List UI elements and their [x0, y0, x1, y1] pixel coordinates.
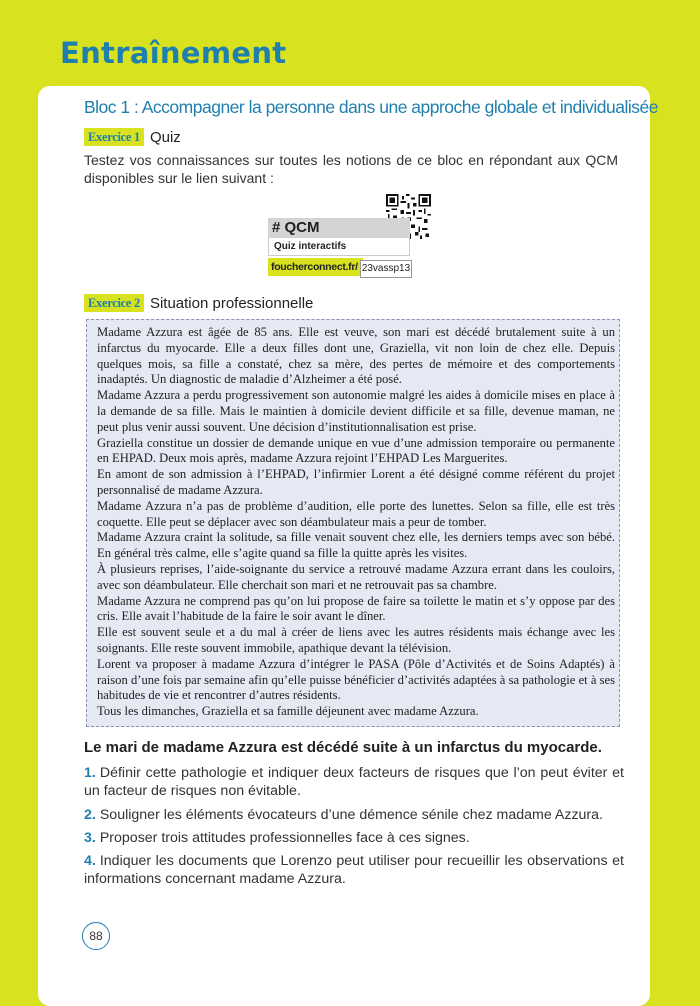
exercise-1-header [84, 128, 181, 146]
question-item [84, 806, 624, 824]
exercise-1-intro: Testez vos connaissances sur toutes les notions de ce bloc en répondant aux QCM disponibles sur le lien suivant : [84, 152, 618, 186]
question-number: 4. [84, 853, 96, 869]
question-text: Définir cette pathologie et indiquer deux facteurs de risques que l’on peut éviter et un facteur de risques non évitable. [84, 765, 624, 799]
case-paragraph: Madame Azzura craint la solitude, sa fille venait souvent chez elle, les derniers temps avec son bébé. En général très calme, elle s’agite quand sa fille la quitte après les visites. [97, 530, 615, 561]
case-paragraph: Madame Azzura est âgée de 85 ans. Elle est veuve, son mari est décédé brutalement suite à un infarctus du myocarde. Elle a deux filles dont une, Graziella, vit non loin de chez elle. Depuis quelques mois, sa fille a constaté, chez sa mère, des pertes de mémoire et des comportements inadaptés. Un diagnostic de maladie d’Alzheimer a été posé. [97, 325, 615, 387]
page-title: Entraînement [60, 36, 287, 70]
exercise-1-title: Quiz [149, 128, 181, 146]
qcm-code[interactable]: 23vassp13 [360, 260, 412, 278]
case-paragraph: En amont de son admission à l’EHPAD, l’infirmier Lorent a été désigné comme référent du projet personnalisé de madame Azzura. [97, 467, 615, 497]
qcm-link-card[interactable] [268, 218, 410, 282]
question-text: Proposer trois attitudes professionnelles face à ces signes. [99, 830, 470, 846]
qcm-tag: # QCM [268, 218, 410, 238]
question-item [84, 829, 624, 847]
question-number: 3. [84, 830, 96, 846]
question-number: 1. [84, 765, 96, 781]
case-paragraph: Lorent va proposer à madame Azzura d’intégrer le PASA (Pôle d’Activités et de Soins Adaptés) à raison d’une fois par semaine afin qu’elle puisse bénéficier d’activités adaptées à sa pathologie et à ses habitudes de vie et rencontrer d’autres résidents. [97, 656, 615, 703]
exercise-2-title: Situation professionnelle [149, 294, 314, 312]
case-paragraph: Madame Azzura ne comprend pas qu’on lui propose de faire sa toilette le matin et s’y oppose par des cris. Elle avait l’habitude de la faire le soir avant le dîner. [97, 593, 615, 624]
exercise-2-header [84, 294, 313, 312]
case-study-box [86, 319, 620, 727]
questions-title: Le mari de madame Azzura est décédé suite à un infarctus du myocarde. [84, 739, 602, 756]
exercise-2-badge: Exercice 2 [84, 294, 144, 312]
case-paragraph: Elle est souvent seule et a du mal à créer de liens avec les autres résidents mais échange avec les soignants. Elle reste souvent immobile, apathique devant la télévision. [97, 625, 615, 655]
case-paragraph: Madame Azzura a perdu progressivement son autonomie malgré les aides à domicile mises en place à la demande de sa fille. Mais le maintien à domicile devient difficile et sa fille, devenue maman, ne peut plus venir aussi souvent. Une décision d’institutionnalisation est prise. [97, 388, 615, 434]
bloc-title: Bloc 1 : Accompagner la personne dans une approche globale et individualisée [84, 97, 658, 117]
qcm-subtitle: Quiz interactifs [268, 238, 410, 256]
qcm-url-link[interactable]: foucherconnect.fr/ [268, 258, 363, 276]
exercise-1-badge: Exercice 1 [84, 128, 144, 146]
case-paragraph: À plusieurs reprises, l’aide-soignante du service a retrouvé madame Azzura errant dans les couloirs, avec son déambulateur. Elle cherchait son mari et ne retrouvait pas sa chambre. [97, 561, 615, 592]
case-paragraph: Madame Azzura n’a pas de problème d’audition, elle porte des lunettes. Selon sa fille, elle est très coquette. Elle peut se déplacer avec son déambulateur mais a peur de tomber. [97, 498, 615, 529]
question-item [84, 764, 624, 800]
question-text: Souligner les éléments évocateurs d’une démence sénile chez madame Azzura. [99, 807, 603, 823]
question-item [84, 852, 624, 888]
page-number: 88 [82, 922, 110, 950]
case-paragraph: Graziella constitue un dossier de demande unique en vue d’une admission temporaire ou permanente en EHPAD. Deux mois après, madame Azzura rejoint l’EHPAD Les Marguerites. [97, 435, 615, 466]
question-number: 2. [84, 807, 96, 823]
content-panel [38, 86, 658, 1006]
question-text: Indiquer les documents que Lorenzo peut utiliser pour recueillir les observations et informations concernant madame Azzura. [84, 853, 624, 887]
case-paragraph: Tous les dimanches, Graziella et sa famille déjeunent avec madame Azzura. [97, 704, 479, 719]
